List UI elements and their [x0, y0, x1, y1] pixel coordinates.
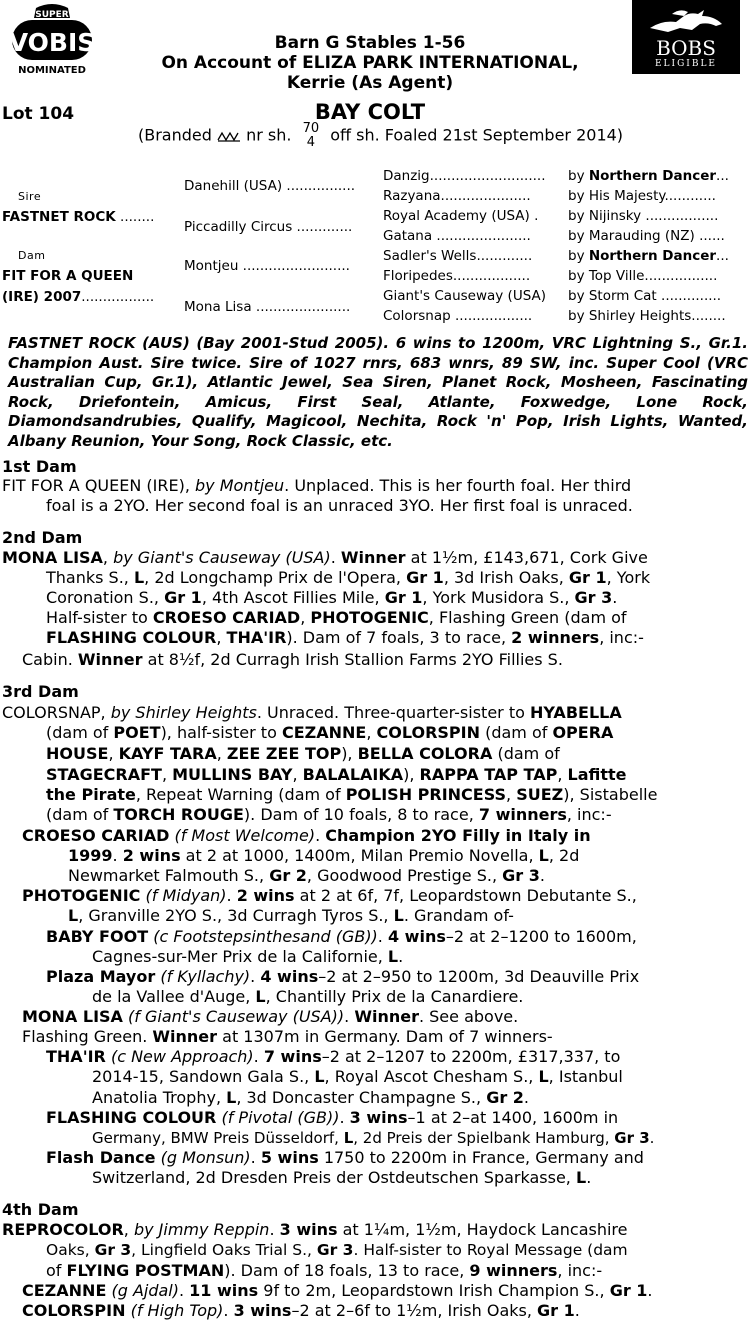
dam3-line-6: (dam of TORCH ROUGE). Dam of 10 foals, 8 to race, 7 winners, inc:- — [46, 805, 612, 824]
dam-name-2: (IRE) 2007................. — [2, 289, 155, 305]
dam3-line-2: (dam of POET), half-sister to CEZANNE, COLORSPIN (dam of OPERA — [46, 723, 614, 742]
dam3-line-1: COLORSNAP, by Shirley Heights. Unraced. Three-quarter-sister to HYABELLA — [2, 703, 622, 722]
dam4-line-3: of FLYING POSTMAN). Dam of 18 foals, 13 to race, 9 winners, inc:- — [46, 1261, 603, 1280]
dam4-line-4: CEZANNE (g Ajdal). 11 wins 9f to 2m, Leopardstown Irish Champion S., Gr 1. — [22, 1281, 653, 1300]
dam4-line-1: REPROCOLOR, by Jimmy Reppin. 3 wins at 1¼m, 1½m, Haydock Lancashire — [2, 1220, 628, 1239]
brand-fraction — [303, 122, 320, 150]
dam4-line-5: COLORSPIN (f High Top). 3 wins–2 at 2–6f to 1½m, Irish Oaks, Gr 1. — [22, 1301, 580, 1320]
brand-post: off sh. Foaled 21st September 2014) — [330, 125, 624, 145]
gen2-4: Mona Lisa ...................... — [184, 299, 351, 315]
dam1-line-1: FIT FOR A QUEEN (IRE), by Montjeu. Unplaced. This is her fourth foal. Her third — [2, 476, 632, 495]
logo-eligible-text: ELIGIBLE — [654, 59, 717, 69]
dam3-line-4: STAGECRAFT, MULLINS BAY, BALALAIKA), RAPPA TAP TAP, Lafitte — [46, 765, 627, 784]
dam3-line-9: Newmarket Falmouth S., Gr 2, Goodwood Prestige S., Gr 3. — [68, 866, 545, 885]
gen2-2: Piccadilly Circus ............. — [184, 219, 353, 235]
bobs-eligible-logo — [632, 0, 740, 74]
dam3-line-12: BABY FOOT (c Footstepsinthesand (GB)). 4 wins–2 at 2–1200 to 1600m, — [46, 927, 637, 946]
horse-title: BAY COLT — [314, 100, 426, 124]
gen3-3: Royal Academy (USA) . — [383, 208, 539, 224]
account-line: On Account of ELIZA PARK INTERNATIONAL, — [161, 53, 579, 73]
gen4-3: by Nijinsky ................. — [568, 208, 719, 224]
gen3-4: Gatana ...................... — [383, 228, 531, 244]
brand-frac-bottom: 4 — [306, 135, 315, 150]
dam3-line-13: Cagnes-sur-Mer Prix de la Californie, L. — [92, 947, 404, 966]
dam3-line-14: Plaza Mayor (f Kyllachy). 4 wins–2 at 2–950 to 1200m, 3d Deauville Prix — [46, 967, 640, 986]
gen4-5: by Northern Dancer... — [568, 248, 729, 264]
dam3-line-18: THA'IR (c New Approach). 7 wins–2 at 2–1207 to 2200m, £317,337, to — [46, 1047, 621, 1066]
sire-label: Sire — [18, 190, 42, 203]
logo-super-text: SUPER — [35, 10, 69, 20]
dam2-line-4: Half-sister to CROESO CARIAD, PHOTOGENIC, Flashing Green (dam of — [46, 608, 627, 627]
dam3-line-15: de la Vallee d'Auge, L, Chantilly Prix de la Canardiere. — [92, 987, 524, 1006]
sire-name: FASTNET ROCK ........ — [2, 209, 155, 225]
dam3-line-3: HOUSE, KAYF TARA, ZEE ZEE TOP), BELLA COLORA (dam of — [46, 744, 560, 763]
barn-line: Barn G Stables 1-56 — [274, 33, 466, 53]
dam3-line-22: Germany, BMW Preis Düsseldorf, L, 2d Preis der Spielbank Hamburg, Gr 3. — [92, 1129, 655, 1147]
gen3-7: Giant's Causeway (USA) — [383, 288, 547, 304]
dam3-line-21: FLASHING COLOUR (f Pivotal (GB)). 3 wins–1 at 2–at 1400, 1600m in — [46, 1108, 619, 1127]
dam3-line-24: Switzerland, 2d Dresden Preis der Ostdeutschen Sparkasse, L. — [92, 1168, 592, 1187]
dam3-line-23: Flash Dance (g Monsun). 5 wins 1750 to 2200m in France, Germany and — [46, 1148, 644, 1167]
dam3-line-16: MONA LISA (f Giant's Causeway (USA)). Winner. See above. — [22, 1007, 519, 1026]
sire-paragraph: FASTNET ROCK (AUS) (Bay 2001-Stud 2005). 6 wins to 1200m, VRC Lightning S., Gr.1. Champion Aust. Sire twice. Sire of 1027 rnrs, 683 wnrs, 89 SW, inc. Super Cool (VRC Australian Cup, Gr.1), Atlantic Jewel, Sea Siren, Planet Rock, Mosheen, Fascinating Rock, Driefontein, Amicus, First Seal, Atlante, Foxwedge, Lone Rock, Diamondsandrubies, Qualify, Magicool, Nechita, Rock 'n' Pop, Irish Lights, Wanted, Albany Reunion, Your Song, Rock Classic, etc. — [8, 334, 748, 450]
dam1-line-2: foal is a 2YO. Her second foal is an unraced 3YO. Her first foal is unraced. — [46, 496, 633, 515]
gen4-7: by Storm Cat .............. — [568, 288, 722, 304]
dam-label: Dam — [18, 249, 46, 262]
dam3-heading: 3rd Dam — [2, 682, 79, 701]
dam2-line-1: MONA LISA, by Giant's Causeway (USA). Winner at 1½m, £143,671, Cork Give — [2, 548, 648, 567]
dam2-line-2: Thanks S., L, 2d Longchamp Prix de l'Opera, Gr 1, 3d Irish Oaks, Gr 1, York — [46, 568, 651, 587]
gen3-1: Danzig........................... — [383, 168, 546, 184]
brand-pre: (Branded — [138, 125, 212, 145]
gen3-2: Razyana..................... — [383, 188, 531, 204]
dam4-line-2: Oaks, Gr 3, Lingfield Oaks Trial S., Gr 3. Half-sister to Royal Message (dam — [46, 1241, 628, 1259]
brand-frac-top: 70 — [302, 121, 320, 136]
dam3-line-11: L, Granville 2YO S., 3d Curragh Tyros S., L. Grandam of- — [68, 906, 514, 925]
dam4-heading: 4th Dam — [2, 1200, 79, 1219]
gen3-5: Sadler's Wells............. — [383, 248, 533, 264]
gen2-1: Danehill (USA) ................ — [184, 178, 356, 194]
gen4-8: by Shirley Heights........ — [568, 308, 726, 324]
gen3-6: Floripedes.................. — [383, 268, 531, 284]
horse-icon — [632, 6, 740, 36]
brand-line — [138, 122, 623, 150]
dam1-heading: 1st Dam — [2, 457, 77, 476]
logo-vobis-text: VOBIS — [8, 28, 96, 57]
dam3-line-20: Anatolia Trophy, L, 3d Doncaster Champagne S., Gr 2. — [92, 1088, 530, 1107]
dam2-heading: 2nd Dam — [2, 528, 83, 547]
dam2-line-3: Coronation S., Gr 1, 4th Ascot Fillies Mile, Gr 1, York Musidora S., Gr 3. — [46, 588, 618, 607]
logo-nominated-text: NOMINATED — [18, 65, 86, 76]
dam3-line-5: the Pirate, Repeat Warning (dam of POLISH PRINCESS, SUEZ), Sistabelle — [46, 785, 658, 804]
logo-bobs-text: BOBS — [656, 36, 716, 60]
dam2-line-6: Cabin. Winner at 8½f, 2d Curragh Irish Stallion Farms 2YO Fillies S. — [22, 650, 563, 669]
dam3-line-19: 2014-15, Sandown Gala S., L, Royal Ascot Chesham S., L, Istanbul — [92, 1067, 623, 1086]
gen2-3: Montjeu ......................... — [184, 258, 350, 274]
lot-number: Lot 104 — [2, 104, 75, 124]
dam3-line-7: CROESO CARIAD (f Most Welcome). Champion 2YO Filly in Italy in — [22, 826, 591, 845]
dam2-line-5: FLASHING COLOUR, THA'IR). Dam of 7 foals, 3 to race, 2 winners, inc:- — [46, 628, 644, 647]
dam-name: FIT FOR A QUEEN — [2, 268, 134, 284]
brand-mark-icon — [217, 130, 241, 142]
gen4-1: by Northern Dancer... — [568, 168, 729, 184]
dam3-line-8: 1999. 2 wins at 2 at 1000, 1400m, Milan Premio Novella, L, 2d — [68, 846, 580, 865]
agent-line: Kerrie (As Agent) — [286, 73, 454, 93]
gen4-2: by His Majesty............ — [568, 188, 716, 204]
gen4-4: by Marauding (NZ) ...... — [568, 228, 725, 244]
dam3-line-10: PHOTOGENIC (f Midyan). 2 wins at 2 at 6f, 7f, Leopardstown Debutante S., — [22, 886, 637, 905]
dam3-line-17: Flashing Green. Winner at 1307m in Germany. Dam of 7 winners- — [22, 1027, 553, 1046]
brand-mid: nr sh. — [246, 125, 292, 145]
gen4-6: by Top Ville................. — [568, 268, 718, 284]
gen3-8: Colorsnap .................. — [383, 308, 533, 324]
super-vobis-logo — [8, 4, 96, 76]
